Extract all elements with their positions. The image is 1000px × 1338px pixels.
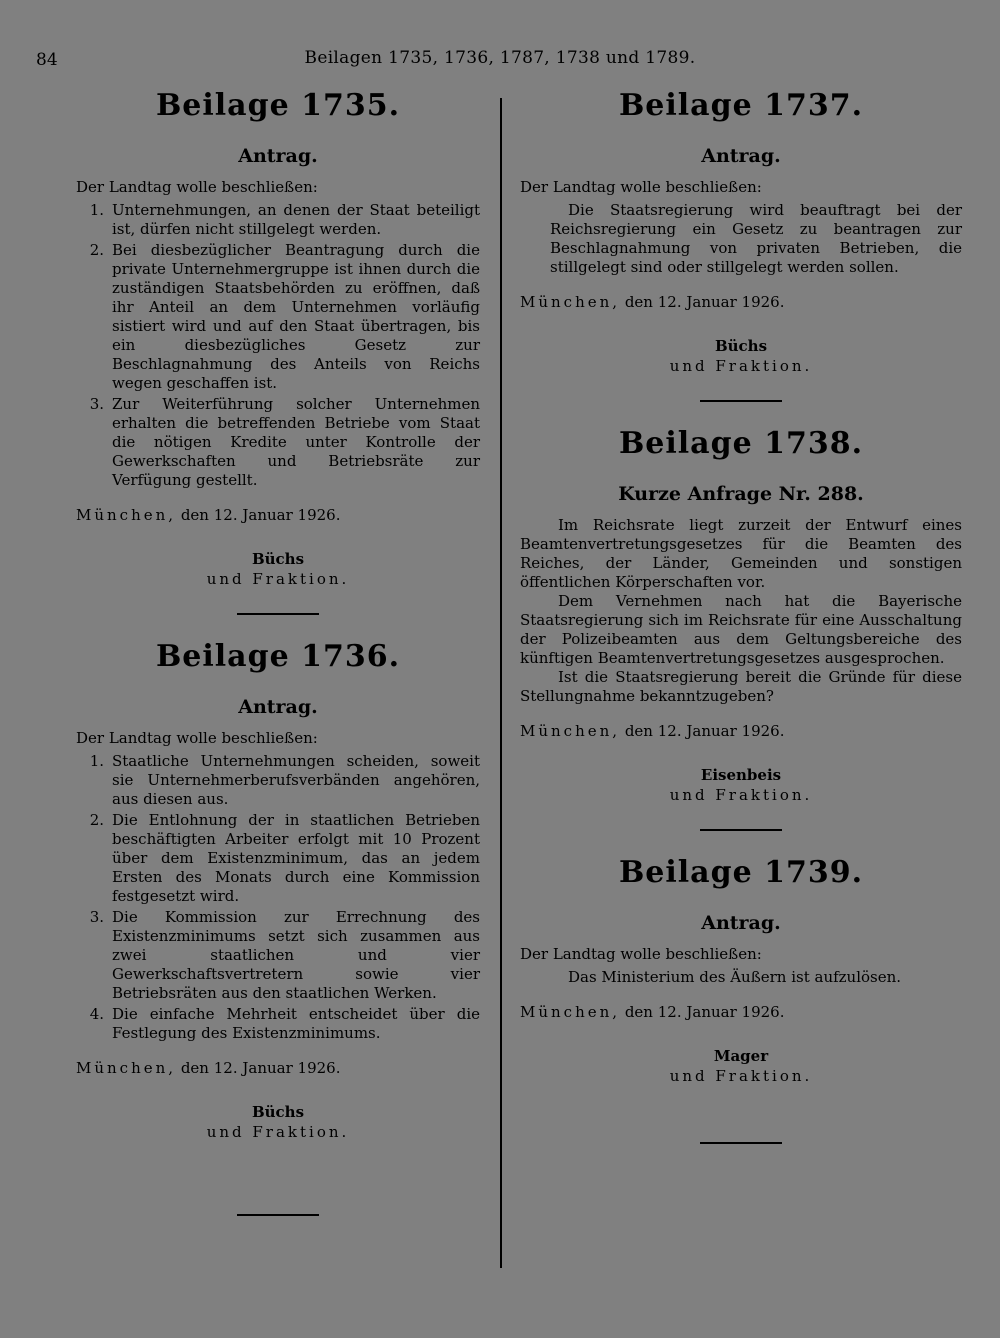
signature-fraction: und Fraktion. bbox=[669, 1067, 813, 1085]
signature-fraction: und Fraktion. bbox=[206, 1123, 350, 1141]
section-beilage-1736 bbox=[76, 639, 480, 1142]
item-number: 2. bbox=[89, 811, 104, 829]
list-item bbox=[76, 395, 480, 490]
item-number: 2. bbox=[89, 241, 104, 259]
date-line bbox=[520, 293, 962, 312]
list-item bbox=[76, 1005, 480, 1043]
column-divider bbox=[500, 98, 502, 1268]
date-city: München, bbox=[520, 722, 621, 740]
section-beilage-1738 bbox=[520, 426, 962, 805]
item-number: 1. bbox=[89, 752, 104, 770]
doc-type: Kurze Anfrage Nr. 288. bbox=[618, 483, 864, 505]
item-text: Bei diesbezüglicher Beantragung durch die private Unternehmergruppe ist ihnen durch die zuständigen Staatsbehörden zu eröffnen, daß ihr Anteil an dem Unternehmen vorläufig sistiert wird und auf den Staat übertragen, bis ein diesbezügliches Gesetz zur Beschlagnahmung des Anteils von Reichs wegen geschaffen ist. bbox=[112, 241, 480, 392]
section-separator bbox=[700, 400, 782, 402]
item-text: Staatliche Unternehmungen scheiden, soweit sie Unternehmerberufsverbänden angehören, aus diesen aus. bbox=[112, 752, 480, 808]
list-item bbox=[76, 908, 480, 1003]
item-text: Die einfache Mehrheit entscheidet über die Festlegung des Existenzminimums. bbox=[112, 1005, 480, 1042]
item-text: Unternehmungen, an denen der Staat beteiligt ist, dürfen nicht stillgelegt werden. bbox=[112, 201, 480, 238]
item-text: Die Kommission zur Errechnung des Existenzminimums setzt sich zusammen aus zwei staatlichen und vier Gewerkschaftsvertretern sowie vier Betriebsräten aus den staatlichen Werken. bbox=[112, 908, 480, 1002]
date-city: München, bbox=[520, 293, 621, 311]
date-text: den 12. Januar 1926. bbox=[176, 1059, 341, 1077]
item-list bbox=[76, 201, 480, 490]
left-column bbox=[76, 88, 480, 1240]
section-title: Beilage 1739. bbox=[618, 855, 864, 890]
signature-name: Mager bbox=[713, 1047, 769, 1065]
page-number: 84 bbox=[36, 50, 58, 70]
date-line bbox=[520, 1003, 962, 1022]
date-text: den 12. Januar 1926. bbox=[176, 506, 341, 524]
item-number: 4. bbox=[89, 1005, 104, 1023]
right-column bbox=[520, 88, 962, 1168]
signature-fraction: und Fraktion. bbox=[669, 357, 813, 375]
intro-text: Der Landtag wolle beschließen: bbox=[520, 178, 762, 196]
intro-text: Der Landtag wolle beschließen: bbox=[76, 178, 318, 196]
inquiry-paragraph: Im Reichsrate liegt zurzeit der Entwurf eines Beamtenvertretungsgesetzes für die Beamten des Reiches, der Länder, Gemeinden und sonstigen öffentlichen Körperschaften vor. bbox=[520, 516, 962, 591]
section-separator bbox=[700, 829, 782, 831]
list-item bbox=[76, 241, 480, 393]
signature-fraction: und Fraktion. bbox=[669, 786, 813, 804]
list-item bbox=[76, 752, 480, 809]
list-item bbox=[76, 811, 480, 906]
inquiry-paragraph: Dem Vernehmen nach hat die Bayerische Staatsregierung sich im Reichsrate für eine Ausschaltung der Polizeibeamten aus dem Geltungsbereiche des künftigen Beamtenvertretungsgesetzes ausgesprochen. bbox=[520, 592, 962, 667]
signature-name: Eisenbeis bbox=[700, 766, 782, 784]
date-city: München, bbox=[76, 1059, 177, 1077]
date-line bbox=[520, 722, 962, 741]
doc-type: Antrag. bbox=[238, 696, 318, 718]
section-beilage-1737 bbox=[520, 88, 962, 376]
signature-name: Büchs bbox=[251, 550, 305, 568]
date-text: den 12. Januar 1926. bbox=[620, 722, 785, 740]
doc-type: Antrag. bbox=[701, 145, 781, 167]
doc-type: Antrag. bbox=[701, 912, 781, 934]
item-text: Die Entlohnung der in staatlichen Betrieben beschäftigten Arbeiter erfolgt mit 10 Prozent über dem Existenzminimum, das an jedem Ersten des Monats durch eine Kommission festgesetzt wird. bbox=[112, 811, 480, 905]
item-list bbox=[76, 752, 480, 1043]
intro-text: Der Landtag wolle beschließen: bbox=[520, 945, 762, 963]
doc-type: Antrag. bbox=[238, 145, 318, 167]
item-number: 3. bbox=[89, 908, 104, 926]
signature-fraction: und Fraktion. bbox=[206, 570, 350, 588]
section-separator bbox=[237, 613, 319, 615]
list-item bbox=[76, 201, 480, 239]
motion-text: Die Staatsregierung wird beauftragt bei der Reichsregierung ein Gesetz zu beantragen zur Beschlagnahmung von privaten Betrieben, die stillgelegt sind oder stillgelegt werden sollen. bbox=[550, 201, 962, 276]
intro-text: Der Landtag wolle beschließen: bbox=[76, 729, 318, 747]
item-number: 3. bbox=[89, 395, 104, 413]
running-head: Beilagen 1735, 1736, 1787, 1738 und 1789. bbox=[304, 48, 696, 68]
section-title: Beilage 1738. bbox=[618, 426, 864, 461]
date-line bbox=[76, 506, 480, 525]
date-line bbox=[76, 1059, 480, 1078]
section-beilage-1735 bbox=[76, 88, 480, 589]
inquiry-paragraph: Ist die Staatsregierung bereit die Gründe für diese Stellungnahme bekanntzugeben? bbox=[520, 668, 962, 705]
date-city: München, bbox=[520, 1003, 621, 1021]
date-text: den 12. Januar 1926. bbox=[620, 293, 785, 311]
motion-text: Das Ministerium des Äußern ist aufzulösen. bbox=[568, 968, 902, 986]
item-number: 1. bbox=[89, 201, 104, 219]
signature-name: Büchs bbox=[251, 1103, 305, 1121]
section-title: Beilage 1737. bbox=[618, 88, 864, 123]
section-title: Beilage 1735. bbox=[155, 88, 401, 123]
signature-name: Büchs bbox=[714, 337, 768, 355]
section-separator bbox=[237, 1214, 319, 1216]
section-beilage-1739 bbox=[520, 855, 962, 1086]
date-text: den 12. Januar 1926. bbox=[620, 1003, 785, 1021]
date-city: München, bbox=[76, 506, 177, 524]
section-separator bbox=[700, 1142, 782, 1144]
item-text: Zur Weiterführung solcher Unternehmen erhalten die betreffenden Betriebe vom Staat die nötigen Kredite unter Kontrolle der Gewerkschaften und Betriebsräte zur Verfügung gestellt. bbox=[112, 395, 480, 489]
section-title: Beilage 1736. bbox=[155, 639, 401, 674]
